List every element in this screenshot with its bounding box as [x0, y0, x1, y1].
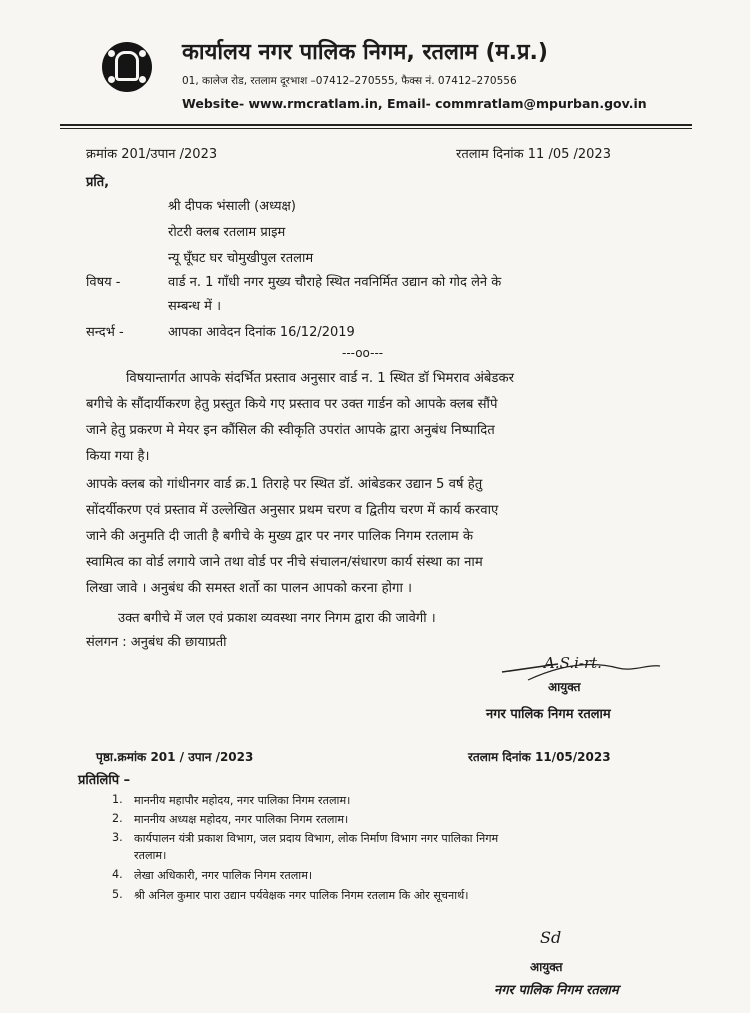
copy-recipient-continued: रतलाम।: [134, 849, 167, 862]
copy-signature-text: Sd: [540, 928, 562, 947]
paragraph-2-line: स्वामित्व का वोर्ड लगाये जाने तथा वोर्ड पर नीचे संचालन/संधारण कार्य संस्था का नाम: [86, 555, 483, 570]
reference-label: सन्दर्भ -: [86, 325, 124, 340]
copy-recipient: माननीय महापौर महोदय, नगर पालिका निगम रतलाम।: [134, 794, 351, 807]
copy-date: रतलाम दिनांक 11/05/2023: [468, 750, 611, 764]
paragraph-1-line: किया गया है।: [86, 449, 150, 464]
paragraph-2-line: लिखा जावे । अनुबंध की समस्त शर्तो का पालन आपको करना होगा ।: [86, 581, 413, 596]
signatory-organization: नगर पालिक निगम रतलाम: [486, 707, 611, 722]
signature-text: A.S.i-rt.: [544, 654, 602, 672]
subject-line-2: सम्बन्ध में ।: [168, 299, 221, 314]
copy-signatory-organization: नगर पालिक निगम रतलाम: [494, 983, 619, 998]
organization-address: 01, कालेज रोड, रतलाम दूरभाश –07412–270555, फैक्स नं. 07412–270556: [182, 75, 517, 87]
header-divider-thin: [60, 128, 692, 129]
to-label: प्रति,: [86, 175, 110, 190]
paragraph-1-line: बगीचे के सौंदार्यीकरण हेतु प्रस्तुत किये गए प्रस्ताव पर उक्त गार्डन को आपके क्लब सौंपे: [86, 397, 498, 412]
copy-recipient: कार्यपालन यंत्री प्रकाश विभाग, जल प्रदाय विभाग, लोक निर्माण विभाग नगर पालिका निगम: [134, 832, 499, 845]
paragraph-1-line: विषयान्तार्गत आपके संदर्भित प्रस्ताव अनुसार वार्ड न. 1 स्थित डॉ भिमराव अंबेडकर: [126, 371, 515, 386]
copy-recipient-number: 1.: [112, 793, 123, 806]
separator: ---oo---: [342, 346, 384, 360]
paragraph-2-line: जाने की अनुमति दी जाती है बगीचे के मुख्य द्वार पर नगर पालिक निगम रतलाम के: [86, 529, 473, 544]
copy-recipient-number: 5.: [112, 888, 123, 901]
paragraph-1-line: जाने हेतु प्रकरण मे मेयर इन कौंसिल की स्वीकृति उपरांत आपके द्वारा अनुबंध निष्पादित: [86, 423, 495, 438]
copy-reference-number: पृष्ठा.क्रमांक 201 / उपान /2023: [96, 750, 254, 764]
reference-number: क्रमांक 201/उपान /2023: [86, 147, 218, 162]
paragraph-3: उक्त बगीचे में जल एवं प्रकाश व्यवस्था नगर निगम द्वारा की जावेगी ।: [118, 611, 436, 626]
copy-recipient: माननीय अध्यक्ष महोदय, नगर पालिका निगम रतलाम।: [134, 813, 349, 826]
copy-recipient: लेखा अधिकारी, नगर पालिक निगम रतलाम।: [134, 869, 313, 882]
paragraph-2-line: आपके क्लब को गांधीनगर वार्ड क्र.1 तिराहे पर स्थित डॉ. आंबेडकर उद्यान 5 वर्ष हेतु: [86, 477, 483, 492]
copy-signature-block: [540, 928, 561, 947]
recipient-address: न्यू घूँघट घर चोमुखीपुल रतलाम: [168, 251, 314, 266]
recipient-name: श्री दीपक भंसाली (अध्यक्ष): [168, 199, 296, 214]
header-divider: [60, 124, 692, 126]
letter-date: रतलाम दिनांक 11 /05 /2023: [456, 147, 611, 162]
reference-text: आपका आवेदन दिनांक 16/12/2019: [168, 325, 355, 340]
organization-title: कार्यालय नगर पालिक निगम, रतलाम (म.प्र.): [182, 40, 548, 65]
copy-recipient-number: 4.: [112, 868, 123, 881]
copy-signatory-title: आयुक्त: [530, 960, 563, 974]
subject-label: विषय -: [86, 275, 121, 290]
paragraph-2-line: सोंदर्यीकरण एवं प्रस्ताव में उल्लेखित अनुसार प्रथम चरण व द्वितीय चरण में कार्य करवाए: [86, 503, 499, 518]
recipient-organization: रोटरी क्लब रतलाम प्राइम: [168, 225, 286, 240]
commissioner-signature-block: [498, 652, 668, 696]
copy-recipient-number: 3.: [112, 831, 123, 844]
government-emblem-icon: [102, 42, 152, 92]
subject-line-1: वार्ड न. 1 गाँधी नगर मुख्य चौराहे स्थित नवनिर्मित उद्यान को गोद लेने के: [168, 275, 502, 290]
copy-recipient: श्री अनिल कुमार पारा उद्यान पर्यवेक्षक नगर पालिक निगम रतलाम कि ओर सूचनार्थ।: [134, 889, 469, 902]
paragraph-2: [86, 472, 498, 602]
paragraph-1: [86, 366, 514, 470]
organization-contact: Website- www.rmcratlam.in, Email- commratlam@mpurban.gov.in: [182, 96, 647, 111]
copy-label: प्रतिलिपि –: [78, 773, 131, 788]
enclosure: संलगन : अनुबंध की छायाप्रती: [86, 635, 227, 650]
copy-recipient-number: 2.: [112, 812, 123, 825]
signatory-title: आयुक्त: [548, 680, 581, 694]
